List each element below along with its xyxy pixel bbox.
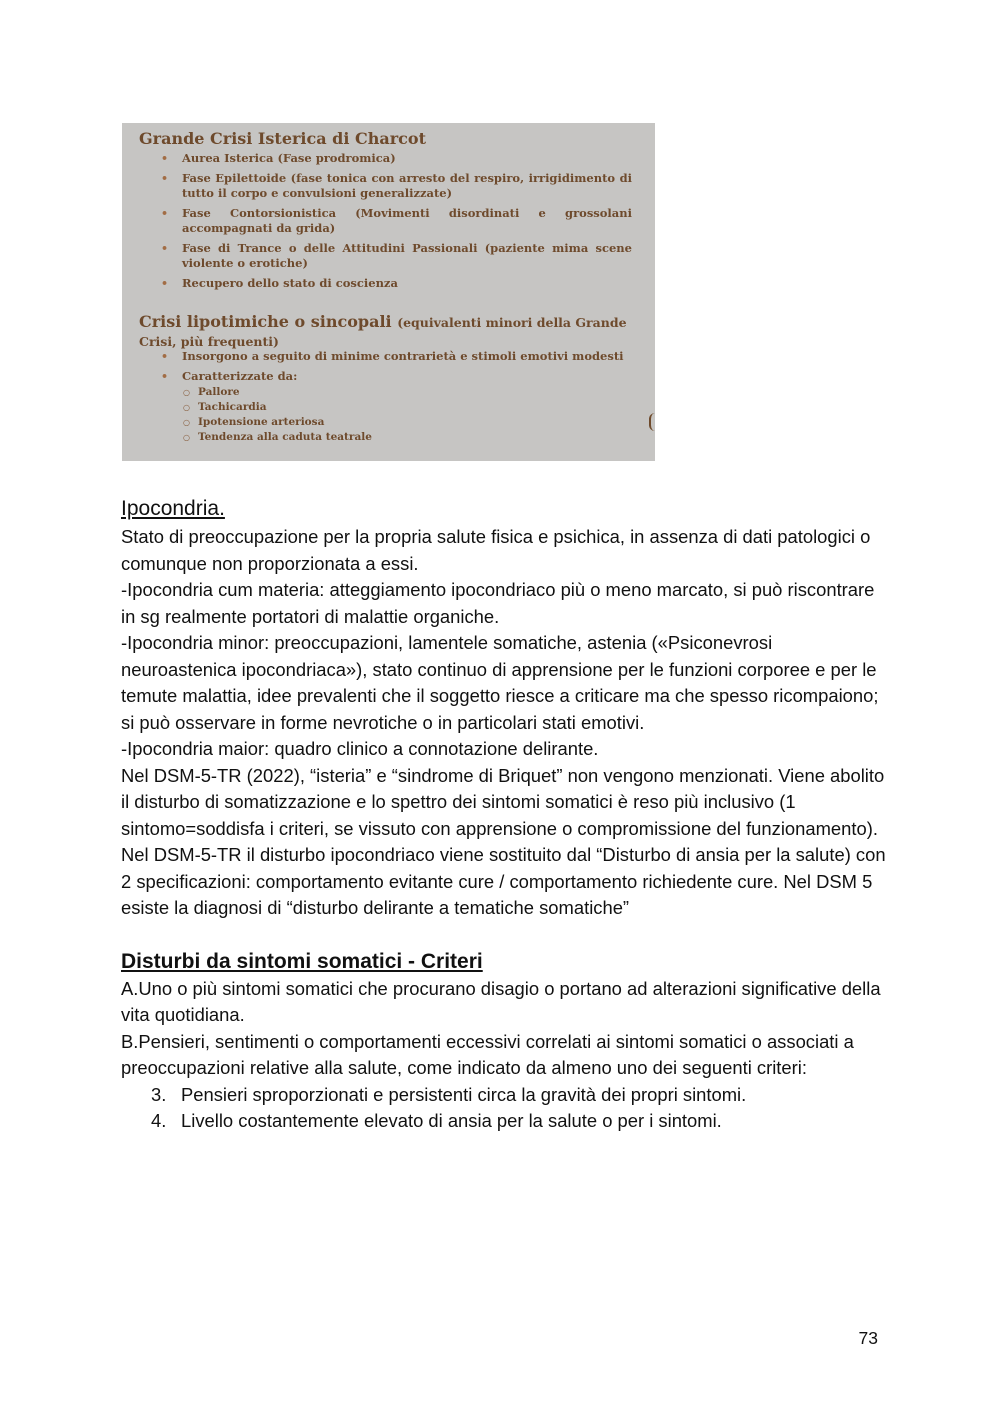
paragraph: Nel DSM-5-TR (2022), “isteria” e “sindrome di Briquet” non vengono menzionati. Viene abolito il disturbo di somatizzazione e lo spettro dei sintomi somatici è reso più inclusivo (1 sintomo=soddisfa i criteri, se vissuto con apprensione o compromissione del funzionamento). xyxy=(121,764,885,839)
slide-sublist-item: ○ Tachicardia xyxy=(183,401,267,413)
bullet-icon: • xyxy=(161,277,169,290)
paragraph: B.Pensieri, sentimenti o comportamenti eccessivi correlati ai sintomi somatici o associati a preoccupazioni relative alla salute, come indicato da almeno uno dei seguenti criteri: xyxy=(121,1030,854,1078)
criteria-list-item: 3. Pensieri sproporzionati e persistenti circa la gravità dei propri sintomi. xyxy=(151,1083,747,1105)
section-heading-ipocondria: Ipocondria. xyxy=(121,497,225,520)
slide-list-charcot xyxy=(156,151,632,296)
bullet-icon: • xyxy=(161,207,169,220)
slide-heading-lipotimiche: Crisi lipotimiche o sincopali (equivalenti minori della Grande Crisi, più frequenti) xyxy=(139,312,627,349)
slide-sublist xyxy=(182,385,632,445)
circle-bullet-icon: ○ xyxy=(183,402,190,412)
bullet-icon: • xyxy=(161,242,169,255)
bullet-icon: • xyxy=(161,152,169,165)
bullet-icon: • xyxy=(161,350,169,363)
slide-list-item: • Recupero dello stato di coscienza xyxy=(161,276,398,290)
slide-list-item: • Aurea Isterica (Fase prodromica) xyxy=(161,151,396,165)
slide-heading-charcot: Grande Crisi Isterica di Charcot xyxy=(139,129,426,148)
circle-bullet-icon: ○ xyxy=(183,417,190,427)
paragraph: -Ipocondria maior: quadro clinico a connotazione delirante. xyxy=(121,738,599,759)
circle-bullet-icon: ○ xyxy=(183,387,190,397)
slide-list-item: • Insorgono a seguito di minime contrarietà e stimoli emotivi modesti xyxy=(161,349,624,363)
slide-list-item: • Fase di Trance o delle Attitudini Passionali (paziente mima scene violente o erotiche) xyxy=(161,241,632,270)
criteria-list-item: 4. Livello costantemente elevato di ansia per la salute o per i sintomi. xyxy=(151,1110,722,1131)
slide-list-item: • Fase Epilettoide (fase tonica con arresto del respiro, irrigidimento di tutto il corpo e convulsioni generalizzate) xyxy=(161,171,632,200)
criteria-list xyxy=(121,1082,891,1135)
slide-sublist-item: ○ Tendenza alla caduta teatrale xyxy=(183,431,372,443)
slide-edge-mark xyxy=(649,413,655,431)
page-number: 73 xyxy=(858,1328,878,1348)
slide-image xyxy=(122,123,655,461)
paragraph: Stato di preoccupazione per la propria salute fisica e psichica, in assenza di dati patologici o comunque non proporzionata a essi. xyxy=(121,526,871,574)
bullet-icon: • xyxy=(161,172,169,185)
paragraph: A.Uno o più sintomi somatici che procurano disagio o portano ad alterazioni significative della vita quotidiana. xyxy=(121,977,881,1025)
spacer xyxy=(121,922,891,948)
paragraph: Nel DSM-5-TR il disturbo ipocondriaco viene sostituito dal “Disturbo di ansia per la salute) con 2 specificazioni: comportamento evitante cure / comportamento richiedente cure. Nel DSM 5 esiste la diagnosi di “disturbo delirante a tematiche somatiche” xyxy=(121,844,886,918)
circle-bullet-icon: ○ xyxy=(183,432,190,442)
slide-list-item: • Caratterizzate da: ○ Pallore ○ Tachicardia ○ Ipotensione arteriosa ○ Tendenza alla caduta teatrale xyxy=(156,369,632,445)
paragraph: -Ipocondria minor: preoccupazioni, lamentele somatiche, astenia («Psiconevrosi neuroastenica ipocondriaca»), stato continuo di apprensione per le funzioni corporee e per le temute malattia, idee prevalenti che il soggetto riesce a criticare ma che spesso ricompaiono; si può osservare in forme nevrotiche o in particolari stati emotivi. xyxy=(121,632,879,733)
bullet-icon: • xyxy=(161,370,169,383)
slide-sublist-item: ○ Ipotensione arteriosa xyxy=(183,416,325,428)
document-body xyxy=(121,494,891,1135)
slide-sublist-item: ○ Pallore xyxy=(183,386,240,398)
slide-list-item: • Fase Contorsionistica (Movimenti disordinati e grossolani accompagnati da grida) xyxy=(161,206,632,235)
section-heading-criteri: Disturbi da sintomi somatici - Criteri xyxy=(121,949,483,973)
slide-list-lipotimiche xyxy=(156,349,632,450)
paragraph: -Ipocondria cum materia: atteggiamento ipocondriaco più o meno marcato, si può riscontrare in sg realmente portatori di malattie organiche. xyxy=(121,579,875,627)
